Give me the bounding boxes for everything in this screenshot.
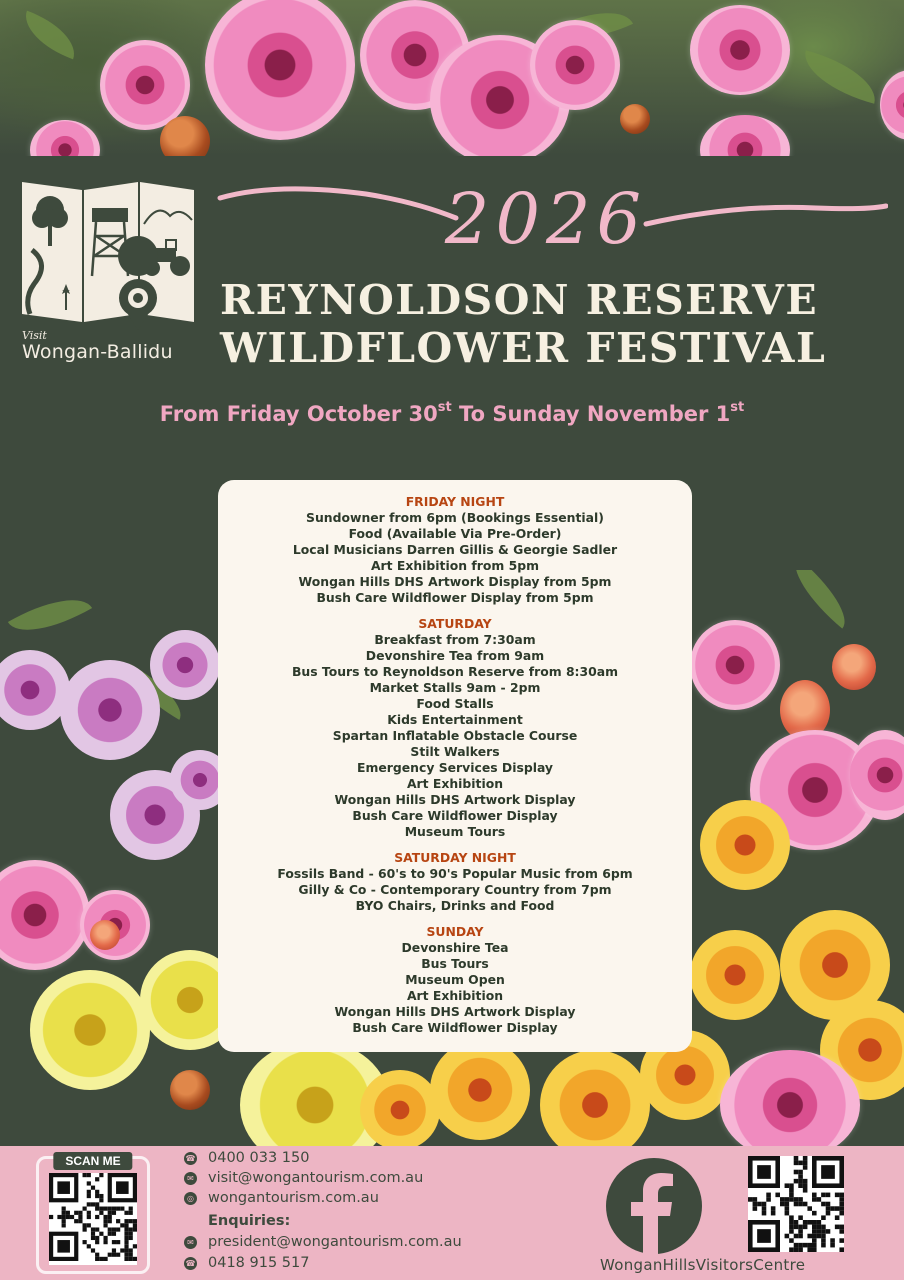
title-line-2: WILDFLOWER FESTIVAL [220,324,827,372]
flower-bud [160,116,210,156]
enquiries-phone [184,1255,309,1271]
flower-bud [90,920,120,950]
schedule-item: Bush Care Wildflower Display from 5pm [316,590,594,605]
pink-flower [530,20,620,110]
schedule-section [218,924,692,1036]
qr-code-icon[interactable] [748,1156,844,1252]
schedule-item: Art Exhibition [406,988,504,1003]
pink-flower [0,860,90,970]
schedule-item: Bus Tours [421,956,489,971]
schedule-item: Kids Entertainment [387,712,523,727]
facebook-icon[interactable] [606,1158,702,1254]
leaf-decoration [781,570,859,629]
schedule-item: Breakfast from 7:30am [374,632,536,647]
schedule-item: Food (Available Via Pre-Order) [348,526,562,541]
globe-icon: ◎ [184,1192,197,1205]
yellow-flower [360,1070,440,1150]
schedule-section [218,494,692,606]
schedule-card [218,480,692,1052]
schedule-item: Art Exhibition [406,776,504,791]
pink-flower [205,0,355,140]
phone-icon: ☎ [185,1258,196,1268]
schedule-item: Local Musicians Darren Gillis & Georgie Sadler [292,542,618,557]
schedule-item: Museum Open [405,972,505,987]
email-link[interactable]: visit@wongantourism.com.au [208,1170,424,1186]
lilac-flower [150,630,220,700]
pink-flower [720,1050,860,1150]
phone-icon: ☎ [185,1153,196,1163]
lilac-flower [0,650,70,730]
flower-bud [170,1070,210,1110]
phone-number[interactable]: 0400 033 150 [208,1150,310,1166]
schedule-section-heading: SATURDAY [418,616,492,631]
dates-prefix-sup: st [437,400,452,415]
schedule-item: Emergency Services Display [357,760,553,775]
schedule-item: Devonshire Tea from 9am [365,648,545,663]
logo-brand-name: Wongan-Ballidu [22,341,173,363]
schedule-item: Wongan Hills DHS Artwork Display from 5pm [298,574,612,589]
email-icon: ✉ [184,1236,197,1249]
schedule-item: Devonshire Tea [401,940,509,955]
contact-website [184,1190,379,1206]
schedule-item: Bush Care Wildflower Display [352,808,558,823]
pink-flower [700,115,790,156]
facebook-handle[interactable]: WonganHillsVisitorsCentre [600,1256,806,1274]
schedule-item: BYO Chairs, Drinks and Food [355,898,555,913]
leaf-decoration [17,11,84,60]
schedule-item: Wongan Hills DHS Artwork Display [334,1004,576,1019]
schedule-item: Wongan Hills DHS Artwork Display [334,792,576,807]
pink-flower [690,5,790,95]
yellow-flower [540,1050,650,1150]
schedule-section-heading: FRIDAY NIGHT [405,494,505,509]
schedule-item: Fossils Band - 60's to 90's Popular Music from 6pm [277,866,633,881]
scan-me-label: SCAN ME [53,1152,132,1170]
schedule-section-heading: SATURDAY NIGHT [394,850,516,865]
website-link[interactable]: wongantourism.com.au [208,1190,379,1206]
folded-map-icon [20,180,196,330]
schedule-item: Stilt Walkers [410,744,500,759]
schedule-item: Gilly & Co - Contemporary Country from 7pm [298,882,612,897]
schedule-item: Bush Care Wildflower Display [352,1020,558,1035]
lilac-flower [60,660,160,760]
enquiries-label: Enquiries: [208,1213,291,1229]
schedule-section [218,616,692,840]
qr-code-icon[interactable] [49,1173,137,1265]
yellow-flower [30,970,150,1090]
schedule-section-heading: SUNDAY [426,924,484,939]
top-flower-banner [0,0,904,156]
email-icon: ✉ [184,1172,197,1185]
schedule-item: Spartan Inflatable Obstacle Course [332,728,578,743]
schedule-item: Art Exhibition from 5pm [370,558,540,573]
contact-email [184,1170,423,1186]
schedule-item: Food Stalls [416,696,494,711]
logo-visit-text: Visit [22,329,47,342]
enquiries-email [184,1234,462,1250]
yellow-flower [690,930,780,1020]
flower-bud [832,644,876,690]
dates-suffix: To Sunday November 1 [451,402,731,426]
enquiries-email-link[interactable]: president@wongantourism.com.au [208,1234,462,1250]
dates-prefix: From Friday October 30 [159,402,438,426]
leaf-decoration [8,582,92,648]
leaf-decoration [797,50,883,104]
pink-flower [880,70,904,140]
schedule-item: Bus Tours to Reynoldson Reserve from 8:30am [291,664,619,679]
scan-me-qr-box [36,1156,150,1274]
pink-flower [690,620,780,710]
flower-bud [620,104,650,134]
yellow-flower [430,1040,530,1140]
dates-suffix-sup: st [730,400,745,415]
pink-flower [30,120,100,156]
year-text: 2026 [444,178,648,260]
schedule-item: Museum Tours [404,824,506,839]
yellow-flower [700,800,790,890]
enquiries-phone-number[interactable]: 0418 915 517 [208,1255,310,1271]
title-line-1: REYNOLDSON RESERVE [220,276,819,324]
contact-phone [184,1150,309,1166]
schedule-item: Sundowner from 6pm (Bookings Essential) [306,510,604,525]
festival-dates [0,402,904,426]
page-title [220,276,890,372]
year-script [216,168,888,268]
schedule-section [218,850,692,914]
schedule-item: Market Stalls 9am - 2pm [369,680,541,695]
